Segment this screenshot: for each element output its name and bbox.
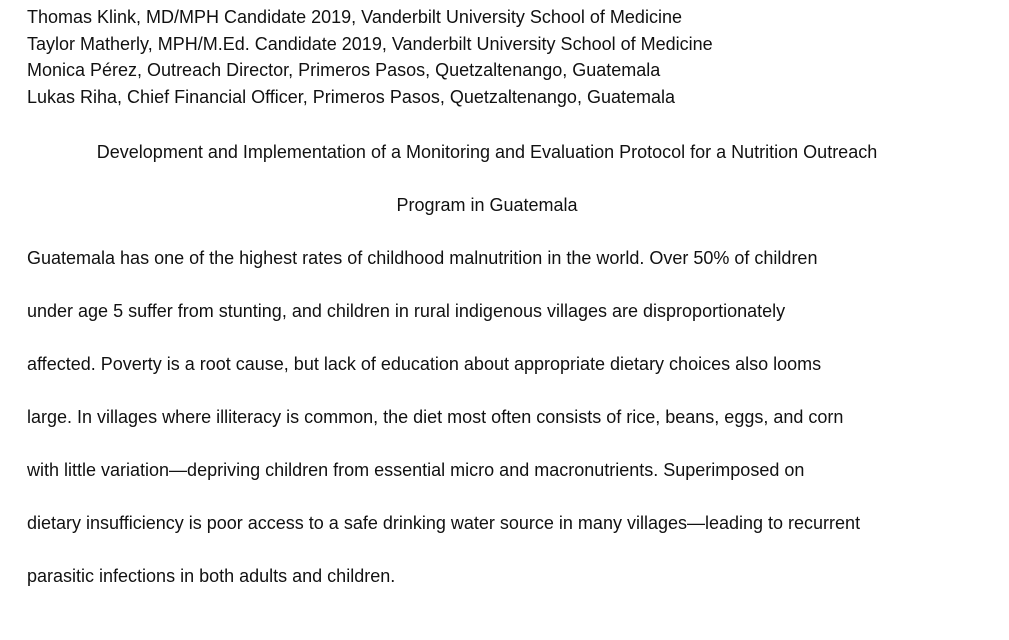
abstract-line: dietary insufficiency is poor access to a safe drinking water source in many villages—leading to recurrent — [27, 513, 861, 533]
abstract-line: under age 5 suffer from stunting, and children in rural indigenous villages are disproportionately — [27, 301, 786, 321]
author-line: Thomas Klink, MD/MPH Candidate 2019, Vanderbilt University School of Medicine — [27, 7, 682, 27]
abstract-line: with little variation—depriving children from essential micro and macronutrients. Superimposed on — [27, 460, 805, 480]
document-title — [27, 126, 947, 232]
title-line: Development and Implementation of a Monitoring and Evaluation Protocol for a Nutrition Outreach — [96, 142, 878, 162]
author-list — [27, 4, 987, 110]
author-line: Lukas Riha, Chief Financial Officer, Primeros Pasos, Quetzaltenango, Guatemala — [27, 86, 675, 107]
author-line: Taylor Matherly, MPH/M.Ed. Candidate 2019, Vanderbilt University School of Medicine — [27, 33, 713, 54]
abstract-line: parasitic infections in both adults and children. — [27, 566, 396, 586]
author-line: Monica Pérez, Outreach Director, Primeros Pasos, Quetzaltenango, Guatemala — [27, 60, 661, 80]
abstract-body — [27, 232, 987, 603]
abstract-line: Guatemala has one of the highest rates of childhood malnutrition in the world. Over 50% of children — [27, 248, 818, 268]
title-line: Program in Guatemala — [396, 195, 578, 215]
abstract-line: affected. Poverty is a root cause, but lack of education about appropriate dietary choices also looms — [27, 354, 822, 374]
document-page — [27, 4, 987, 603]
abstract-line: large. In villages where illiteracy is common, the diet most often consists of rice, beans, eggs, and corn — [27, 407, 844, 427]
